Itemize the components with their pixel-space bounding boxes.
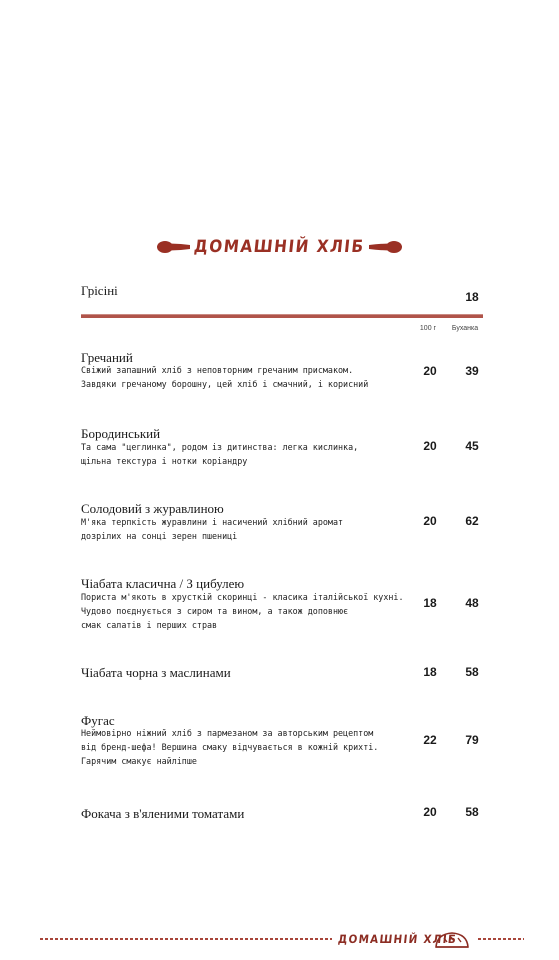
divider (81, 314, 483, 318)
footer-title: ДОМАШНІЙ ХЛІБ (337, 932, 458, 946)
grisini-price: 18 (465, 290, 479, 304)
item-name: Гречаний (81, 350, 133, 365)
footer-divider-left (40, 938, 332, 940)
price-loaf: 48 (465, 596, 479, 610)
price-100g: 22 (423, 733, 437, 747)
price-loaf: 79 (465, 733, 479, 747)
price-100g: 20 (423, 364, 437, 378)
column-header-100g: 100 г (419, 325, 437, 332)
price-100g: 20 (423, 439, 437, 453)
baguette-right-icon (369, 237, 403, 257)
price-100g: 20 (423, 805, 437, 819)
item-description: Неймовірно ніжний хліб з пармезаном за авторським рецептом від бренд-шефа! Вершина смаку відчувається в кожній крихті. Гарячим смакує найліпше (81, 729, 379, 767)
grisini-name: Грісіні (81, 283, 118, 298)
item-name: Чіабата класична / З цибулею (81, 576, 245, 591)
price-loaf: 58 (465, 665, 479, 679)
price-loaf: 62 (465, 514, 479, 528)
item-description: Пориста м'якоть в хрусткій скоринці - класика італійської кухні. Чудово поєднується з сиром та вином, а також доповнює смак салатів і перших страв (81, 593, 404, 631)
item-name: Фугас (81, 713, 115, 728)
item-description: М'яка терпкість журавлини і насичений хлібний аромат дозрілих на сонці зерен пшениці (81, 518, 344, 542)
column-header-loaf: Буханка (451, 325, 479, 332)
section-title: ДОМАШНІЙ ХЛІБ (193, 237, 366, 257)
footer (0, 928, 559, 952)
item-name: Чіабата чорна з маслинами (81, 665, 231, 680)
item-description: Та сама "цеглинка", родом із дитинства: легка кислинка, щільна текстура і нотки коріандру (81, 443, 359, 467)
item-description: Свіжий запашний хліб з неповторним гречаним присмаком. Завдяки гречаному борошну, цей хліб і смачний, і корисний (81, 366, 369, 390)
item-name: Бородинський (81, 426, 161, 441)
item-name: Фокача з в'яленими томатами (81, 806, 245, 821)
price-loaf: 39 (465, 364, 479, 378)
item-name: Солодовий з журавлиною (81, 501, 224, 516)
price-100g: 18 (423, 665, 437, 679)
section-banner (0, 232, 559, 262)
bread-icon (434, 930, 470, 950)
price-100g: 20 (423, 514, 437, 528)
price-loaf: 58 (465, 805, 479, 819)
price-loaf: 45 (465, 439, 479, 453)
footer-divider-right (478, 938, 524, 940)
price-100g: 18 (423, 596, 437, 610)
baguette-left-icon (156, 237, 190, 257)
